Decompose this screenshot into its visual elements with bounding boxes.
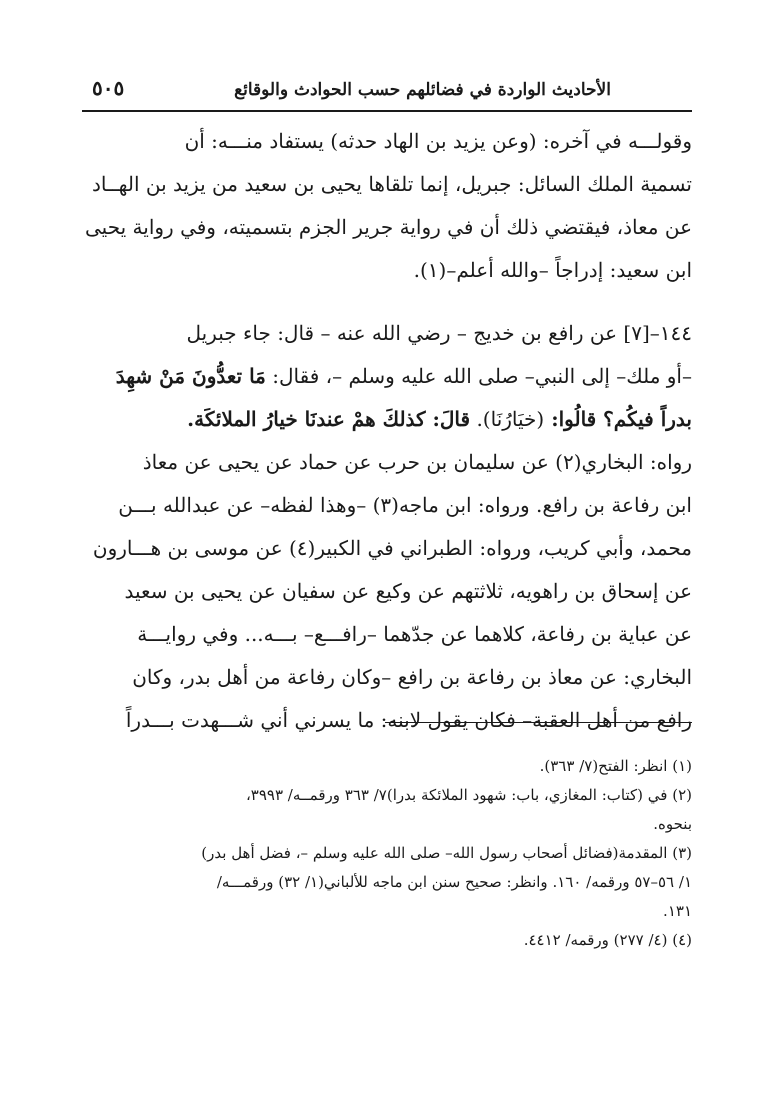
- footnote-line: ١/ ٥٦–٥٧ ورقمه/ ١٦٠. وانظر: صحيح سنن ابن ماجه للألباني(١/ ٣٢) ورقمـــه/: [216, 873, 692, 891]
- footnote-line: (٢) في (كتاب: المغازي، باب: شهود الملائكة بدرا)٧/ ٣٦٣ ورقمــه/ ٣٩٩٣،: [245, 786, 692, 804]
- text-line: عن معاذ، فيقتضي ذلك أن في رواية جرير الجزم بتسميته، وفي رواية يحيى: [85, 215, 692, 239]
- running-header-title: الأحاديث الواردة في فضائلهم حسب الحوادث والوقائع: [234, 80, 611, 100]
- hadith-quote-bold: قالَ: كذلكَ همْ عندنَا خيارُ الملائكَة.: [187, 407, 471, 431]
- footnote-line: ١٣١.: [663, 902, 692, 920]
- text-line: محمد، وأبي كريب، ورواه: الطبراني في الكبير(٤) عن موسى بن هـــارون: [92, 536, 692, 560]
- text-line: وقولـــه في آخره: (وعن يزيد بن الهاد حدثه) يستفاد منـــه: أن: [184, 129, 692, 153]
- text-line: عن عباية بن رفاعة، كلاهما عن جدّهما –رافـــع– بـــه... وفي روايـــة: [137, 622, 692, 646]
- footnote-line: (٣) المقدمة(فضائل أصحاب رسول الله– صلى الله عليه وسلم –، فضل أهل بدر): [201, 844, 692, 862]
- footnote-line: (٤) (٤/ ٢٧٧) ورقمه/ ٤٤١٢.: [523, 931, 692, 949]
- text-line: البخاري: عن معاذ بن رفاعة بن رافع –وكان رفاعة من أهل بدر، وكان: [132, 665, 692, 689]
- footnote-line: بنحوه.: [653, 815, 692, 833]
- text-line: رافع من أهل العقبة– فكان يقول لابنه: ما يسرني أني شـــهدت بـــدراً: [125, 708, 692, 732]
- paragraph-1: [82, 120, 692, 292]
- hadith-narration-text: (خيَارُنَا).: [470, 407, 545, 431]
- text-line: ابن رفاعة بن رافع. ورواه: ابن ماجه(٣) –وهذا لفظه– عن عبدالله بـــن: [118, 493, 692, 517]
- text-line: رواه: البخاري(٢) عن سليمان بن حرب عن حماد عن يحيى عن معاذ: [142, 450, 692, 474]
- page-number: ٥٠٥: [92, 76, 125, 100]
- hadith-line-2: [82, 355, 692, 398]
- footnote-line: (١) انظر: الفتح(٧/ ٣٦٣).: [539, 757, 692, 775]
- text-line: ابن سعيد: إدراجاً –والله أعلم–(١).: [413, 258, 692, 282]
- hadith-quote-bold: مَا تعدُّونَ مَنْ شهِدَ: [115, 364, 266, 388]
- text-line: عن إسحاق بن راهويه، ثلاثتهم عن وكيع عن سفيان عن يحيى بن سعيد: [124, 579, 692, 603]
- hadith-and-takhrij: [82, 312, 692, 742]
- hadith-line-1: ١٤٤–[٧] عن رافع بن خديج – رضي الله عنه – قال: جاء جبريل: [186, 321, 692, 345]
- hadith-quote-bold: بدراً فيكُم؟ قالُوا:: [544, 407, 692, 431]
- hadith-narration-text: –أو ملك– إلى النبي– صلى الله عليه وسلم –، فقال:: [265, 364, 692, 388]
- hadith-line-3: [82, 398, 692, 441]
- footnote-divider: [385, 722, 692, 723]
- text-line: تسمية الملك السائل: جبريل، إنما تلقاها يحيى بن سعيد من يزيد بن الهــاد: [91, 172, 692, 196]
- footnotes: [82, 752, 692, 955]
- header-divider: [82, 110, 692, 112]
